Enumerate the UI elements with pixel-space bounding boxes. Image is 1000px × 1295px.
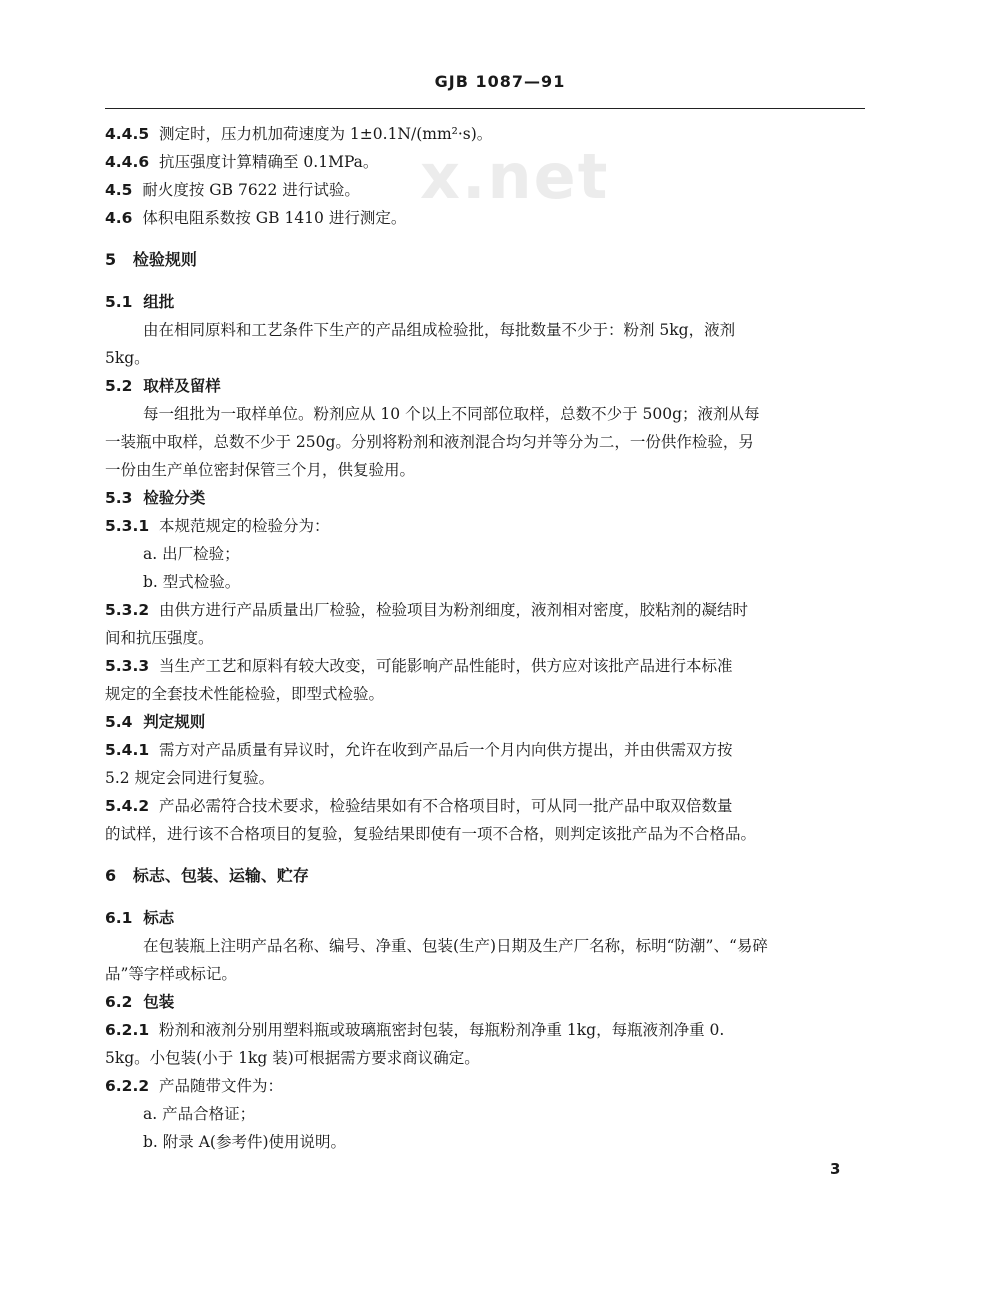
clause-5-4-2	[105, 792, 865, 820]
section-number: 5	[105, 250, 117, 269]
clause-number: 6.2	[105, 993, 133, 1011]
clause-text: 体积电阻系数按 GB 1410 进行测定。	[142, 209, 407, 227]
list-item: b. 附录 A(参考件)使用说明。	[143, 1133, 346, 1151]
heading-5-1	[105, 288, 865, 316]
paragraph-line: 品”等字样或标记。	[105, 965, 237, 983]
paragraph-line: 5kg。	[105, 349, 150, 367]
page-number: 3	[830, 1160, 841, 1178]
paragraph-line: 的试样，进行该不合格项目的复验，复验结果即使有一项不合格，则判定该批产品为不合格品。	[105, 825, 757, 843]
clause-4-5	[105, 176, 865, 204]
clause-5-3-1	[105, 512, 865, 540]
header-rule	[105, 108, 865, 109]
clause-number: 5.3.2	[105, 601, 150, 619]
heading-title: 判定规则	[143, 712, 206, 731]
clause-number: 4.4.6	[105, 153, 150, 171]
doc-code-header: GJB 1087—91	[434, 72, 566, 91]
heading-6-1	[105, 904, 865, 932]
paragraph-line: 一份由生产单位密封保管三个月，供复验用。	[105, 461, 416, 479]
clause-number: 5.3	[105, 489, 133, 507]
clause-text: 产品随带文件为：	[159, 1077, 284, 1095]
clause-5-3-3	[105, 652, 865, 680]
clause-6-2-1	[105, 1016, 865, 1044]
clause-number: 5.4.2	[105, 797, 150, 815]
section-5-heading	[105, 246, 865, 274]
heading-title: 标志	[143, 908, 175, 927]
clause-number: 6.1	[105, 909, 133, 927]
heading-5-3	[105, 484, 865, 512]
clause-number: 5.4.1	[105, 741, 150, 759]
watermark: x.net	[420, 140, 610, 213]
clause-number: 5.3.3	[105, 657, 150, 675]
clause-text: 耐火度按 GB 7622 进行试验。	[142, 181, 360, 199]
clause-5-4-1	[105, 736, 865, 764]
paragraph-line: 5kg。小包装(小于 1kg 装)可根据需方要求商议确定。	[105, 1049, 480, 1067]
clause-number: 5.1	[105, 293, 133, 311]
clause-number: 5.4	[105, 713, 133, 731]
clause-text: 本规范规定的检验分为：	[159, 517, 330, 535]
clause-text: 当生产工艺和原料有较大改变，可能影响产品性能时，供方应对该批产品进行本标准	[159, 657, 733, 675]
heading-title: 取样及留样	[143, 376, 221, 395]
clause-number: 5.2	[105, 377, 133, 395]
paragraph-line: 间和抗压强度。	[105, 629, 214, 647]
list-item: b. 型式检验。	[143, 573, 241, 591]
section-title: 检验规则	[132, 250, 197, 269]
heading-5-2	[105, 372, 865, 400]
clause-4-4-5	[105, 120, 865, 148]
clause-6-2-2	[105, 1072, 865, 1100]
clause-number: 4.5	[105, 181, 133, 199]
paragraph-line: 规定的全套技术性能检验，即型式检验。	[105, 685, 385, 703]
clause-number: 4.4.5	[105, 125, 150, 143]
heading-title: 组批	[143, 292, 175, 311]
section-6-heading	[105, 862, 865, 890]
heading-6-2	[105, 988, 865, 1016]
heading-title: 检验分类	[143, 488, 206, 507]
clause-number: 6.2.1	[105, 1021, 150, 1039]
section-title: 标志、包装、运输、贮存	[132, 866, 309, 885]
paragraph-line: 在包装瓶上注明产品名称、编号、净重、包装(生产)日期及生产厂名称，标明“防潮”、“易碎	[143, 937, 768, 955]
list-item: a. 出厂检验；	[143, 545, 240, 563]
paragraph-line: 每一组批为一取样单位。粉剂应从 10 个以上不同部位取样，总数不少于 500g；液剂从每	[143, 405, 760, 423]
clause-number: 4.6	[105, 209, 133, 227]
paragraph-line: 由在相同原料和工艺条件下生产的产品组成检验批，每批数量不少于：粉剂 5kg，液剂	[143, 321, 736, 339]
paragraph-line: 5.2 规定会同进行复验。	[105, 769, 275, 787]
clause-text: 粉剂和液剂分别用塑料瓶或玻璃瓶密封包装，每瓶粉剂净重 1kg，每瓶液剂净重 0.	[159, 1021, 725, 1039]
section-number: 6	[105, 866, 117, 885]
clause-4-6	[105, 204, 865, 232]
list-item: a. 产品合格证；	[143, 1105, 256, 1123]
clause-text: 需方对产品质量有异议时，允许在收到产品后一个月内向供方提出，并由供需双方按	[159, 741, 733, 759]
clause-text: 由供方进行产品质量出厂检验，检验项目为粉剂细度，液剂相对密度，胶粘剂的凝结时	[159, 601, 749, 619]
heading-5-4	[105, 708, 865, 736]
clause-text: 测定时，压力机加荷速度为 1±0.1N/(mm²·s)。	[159, 125, 493, 143]
clause-text: 产品必需符合技术要求，检验结果如有不合格项目时，可从同一批产品中取双倍数量	[159, 797, 733, 815]
clause-4-4-6	[105, 148, 865, 176]
heading-title: 包装	[143, 992, 175, 1011]
clause-number: 6.2.2	[105, 1077, 150, 1095]
document-body	[105, 120, 865, 1156]
paragraph-line: 一装瓶中取样，总数不少于 250g。分别将粉剂和液剂混合均匀并等分为二，一份供作检验，另	[105, 433, 754, 451]
clause-number: 5.3.1	[105, 517, 150, 535]
clause-5-3-2	[105, 596, 865, 624]
clause-text: 抗压强度计算精确至 0.1MPa。	[159, 153, 379, 171]
